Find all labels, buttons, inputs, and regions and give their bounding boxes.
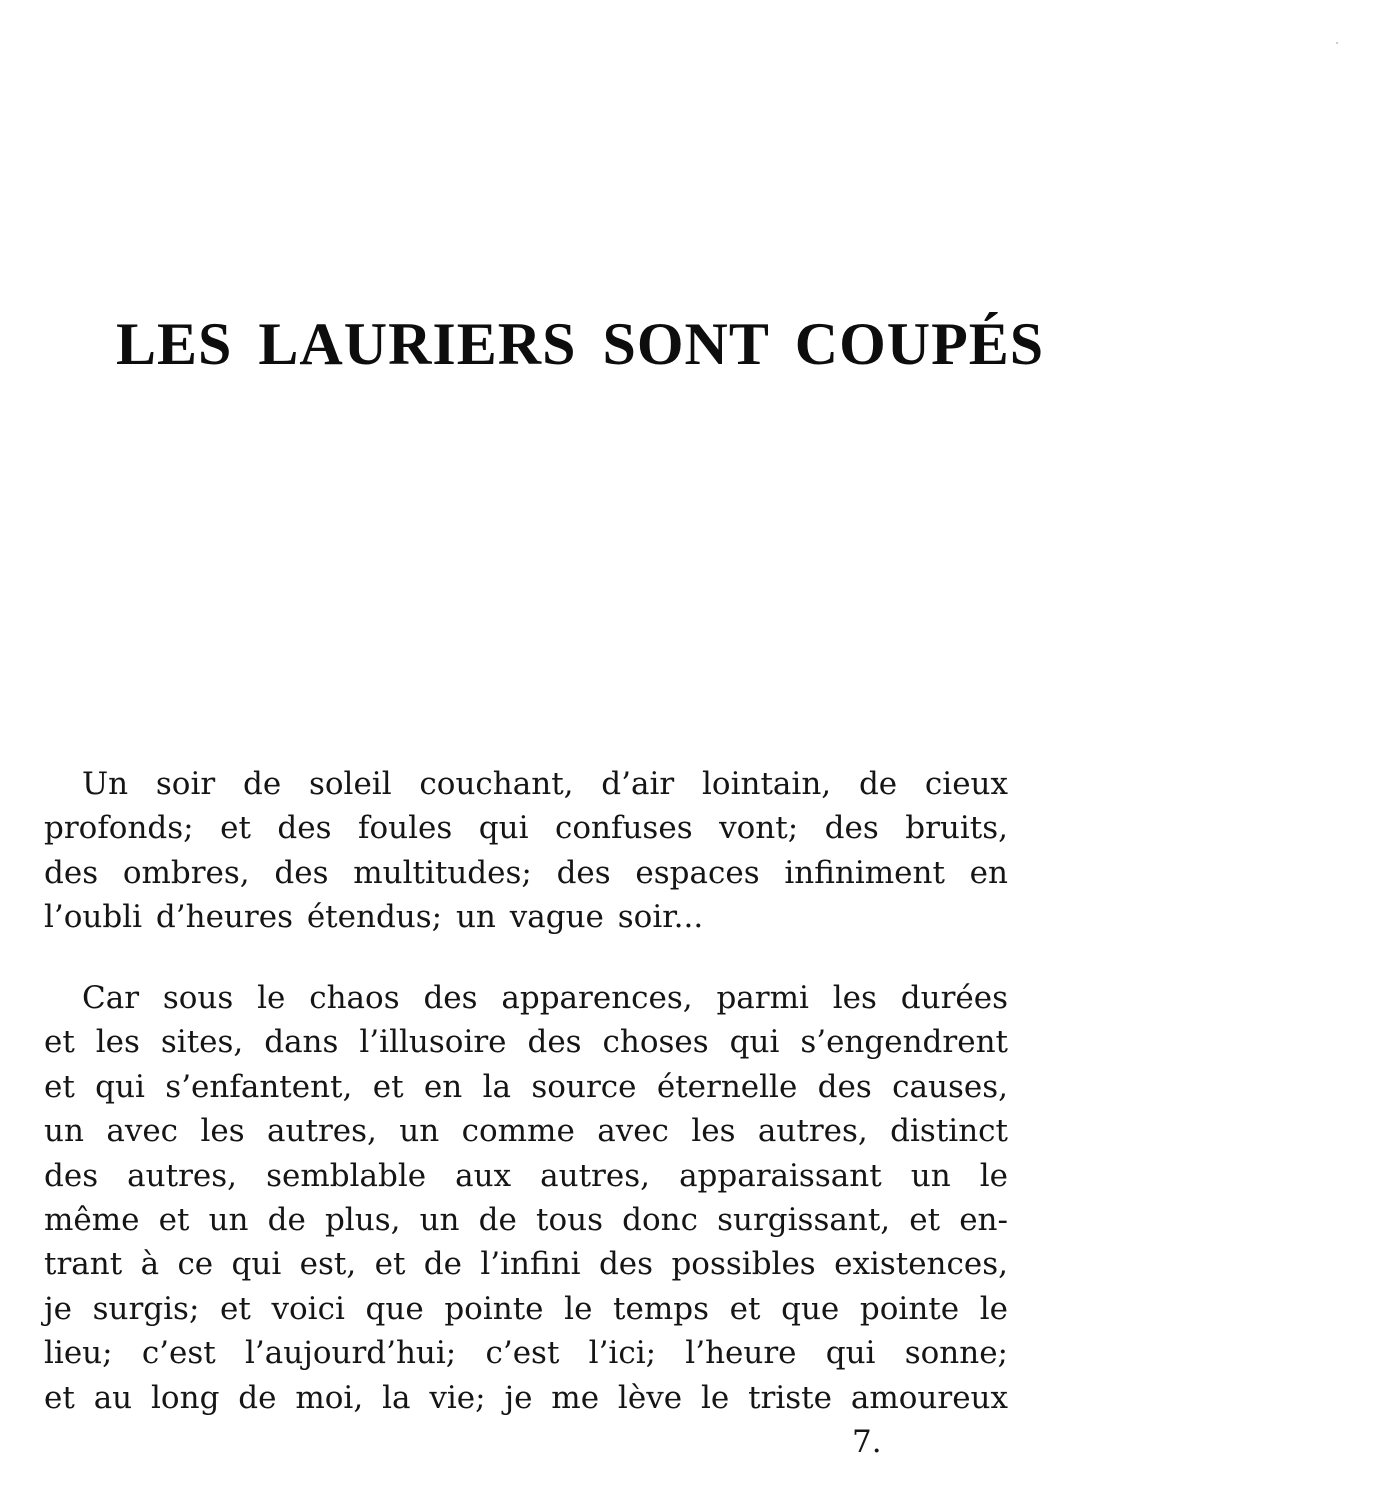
text-line: et les sites, dans l’illusoire des choses qui s’engendrent [44, 1024, 1008, 1061]
page-number: 7. [852, 1424, 882, 1460]
scan-speck [1336, 42, 1338, 44]
text-line: Un soir de soleil couchant, d’air lointain, de cieux [82, 766, 1008, 802]
paragraph-1 [44, 762, 1008, 940]
chapter-title: LES LAURIERS SONT COUPÉS [116, 311, 1045, 377]
text-line: profonds; et des foules qui confuses vont; des bruits, [44, 810, 1008, 847]
paragraph-2 [44, 976, 1008, 1420]
text-line: et qui s’enfantent, et en la source éternelle des causes, [44, 1068, 1008, 1105]
text-line: et au long de moi, la vie; je me lève le triste amoureux [44, 1379, 1008, 1416]
text-line: Car sous le chaos des apparences, parmi les durées [82, 980, 1008, 1016]
text-line: je surgis; et voici que pointe le temps et que pointe le [44, 1290, 1008, 1327]
text-line: même et un de plus, un de tous donc surgissant, et en- [44, 1201, 1008, 1238]
text-line: lieu; c’est l’aujourd’hui; c’est l’ici; l’heure qui sonne; [44, 1335, 1008, 1372]
text-line: un avec les autres, un comme avec les autres, distinct [44, 1113, 1008, 1150]
text-line: des autres, semblable aux autres, apparaissant un le [44, 1157, 1008, 1194]
text-line: trant à ce qui est, et de l’infini des possibles existences, [44, 1246, 1008, 1283]
text-line: des ombres, des multitudes; des espaces infiniment en [44, 854, 1008, 891]
text-line: l’oubli d’heures étendus; un vague soir... [44, 899, 704, 936]
